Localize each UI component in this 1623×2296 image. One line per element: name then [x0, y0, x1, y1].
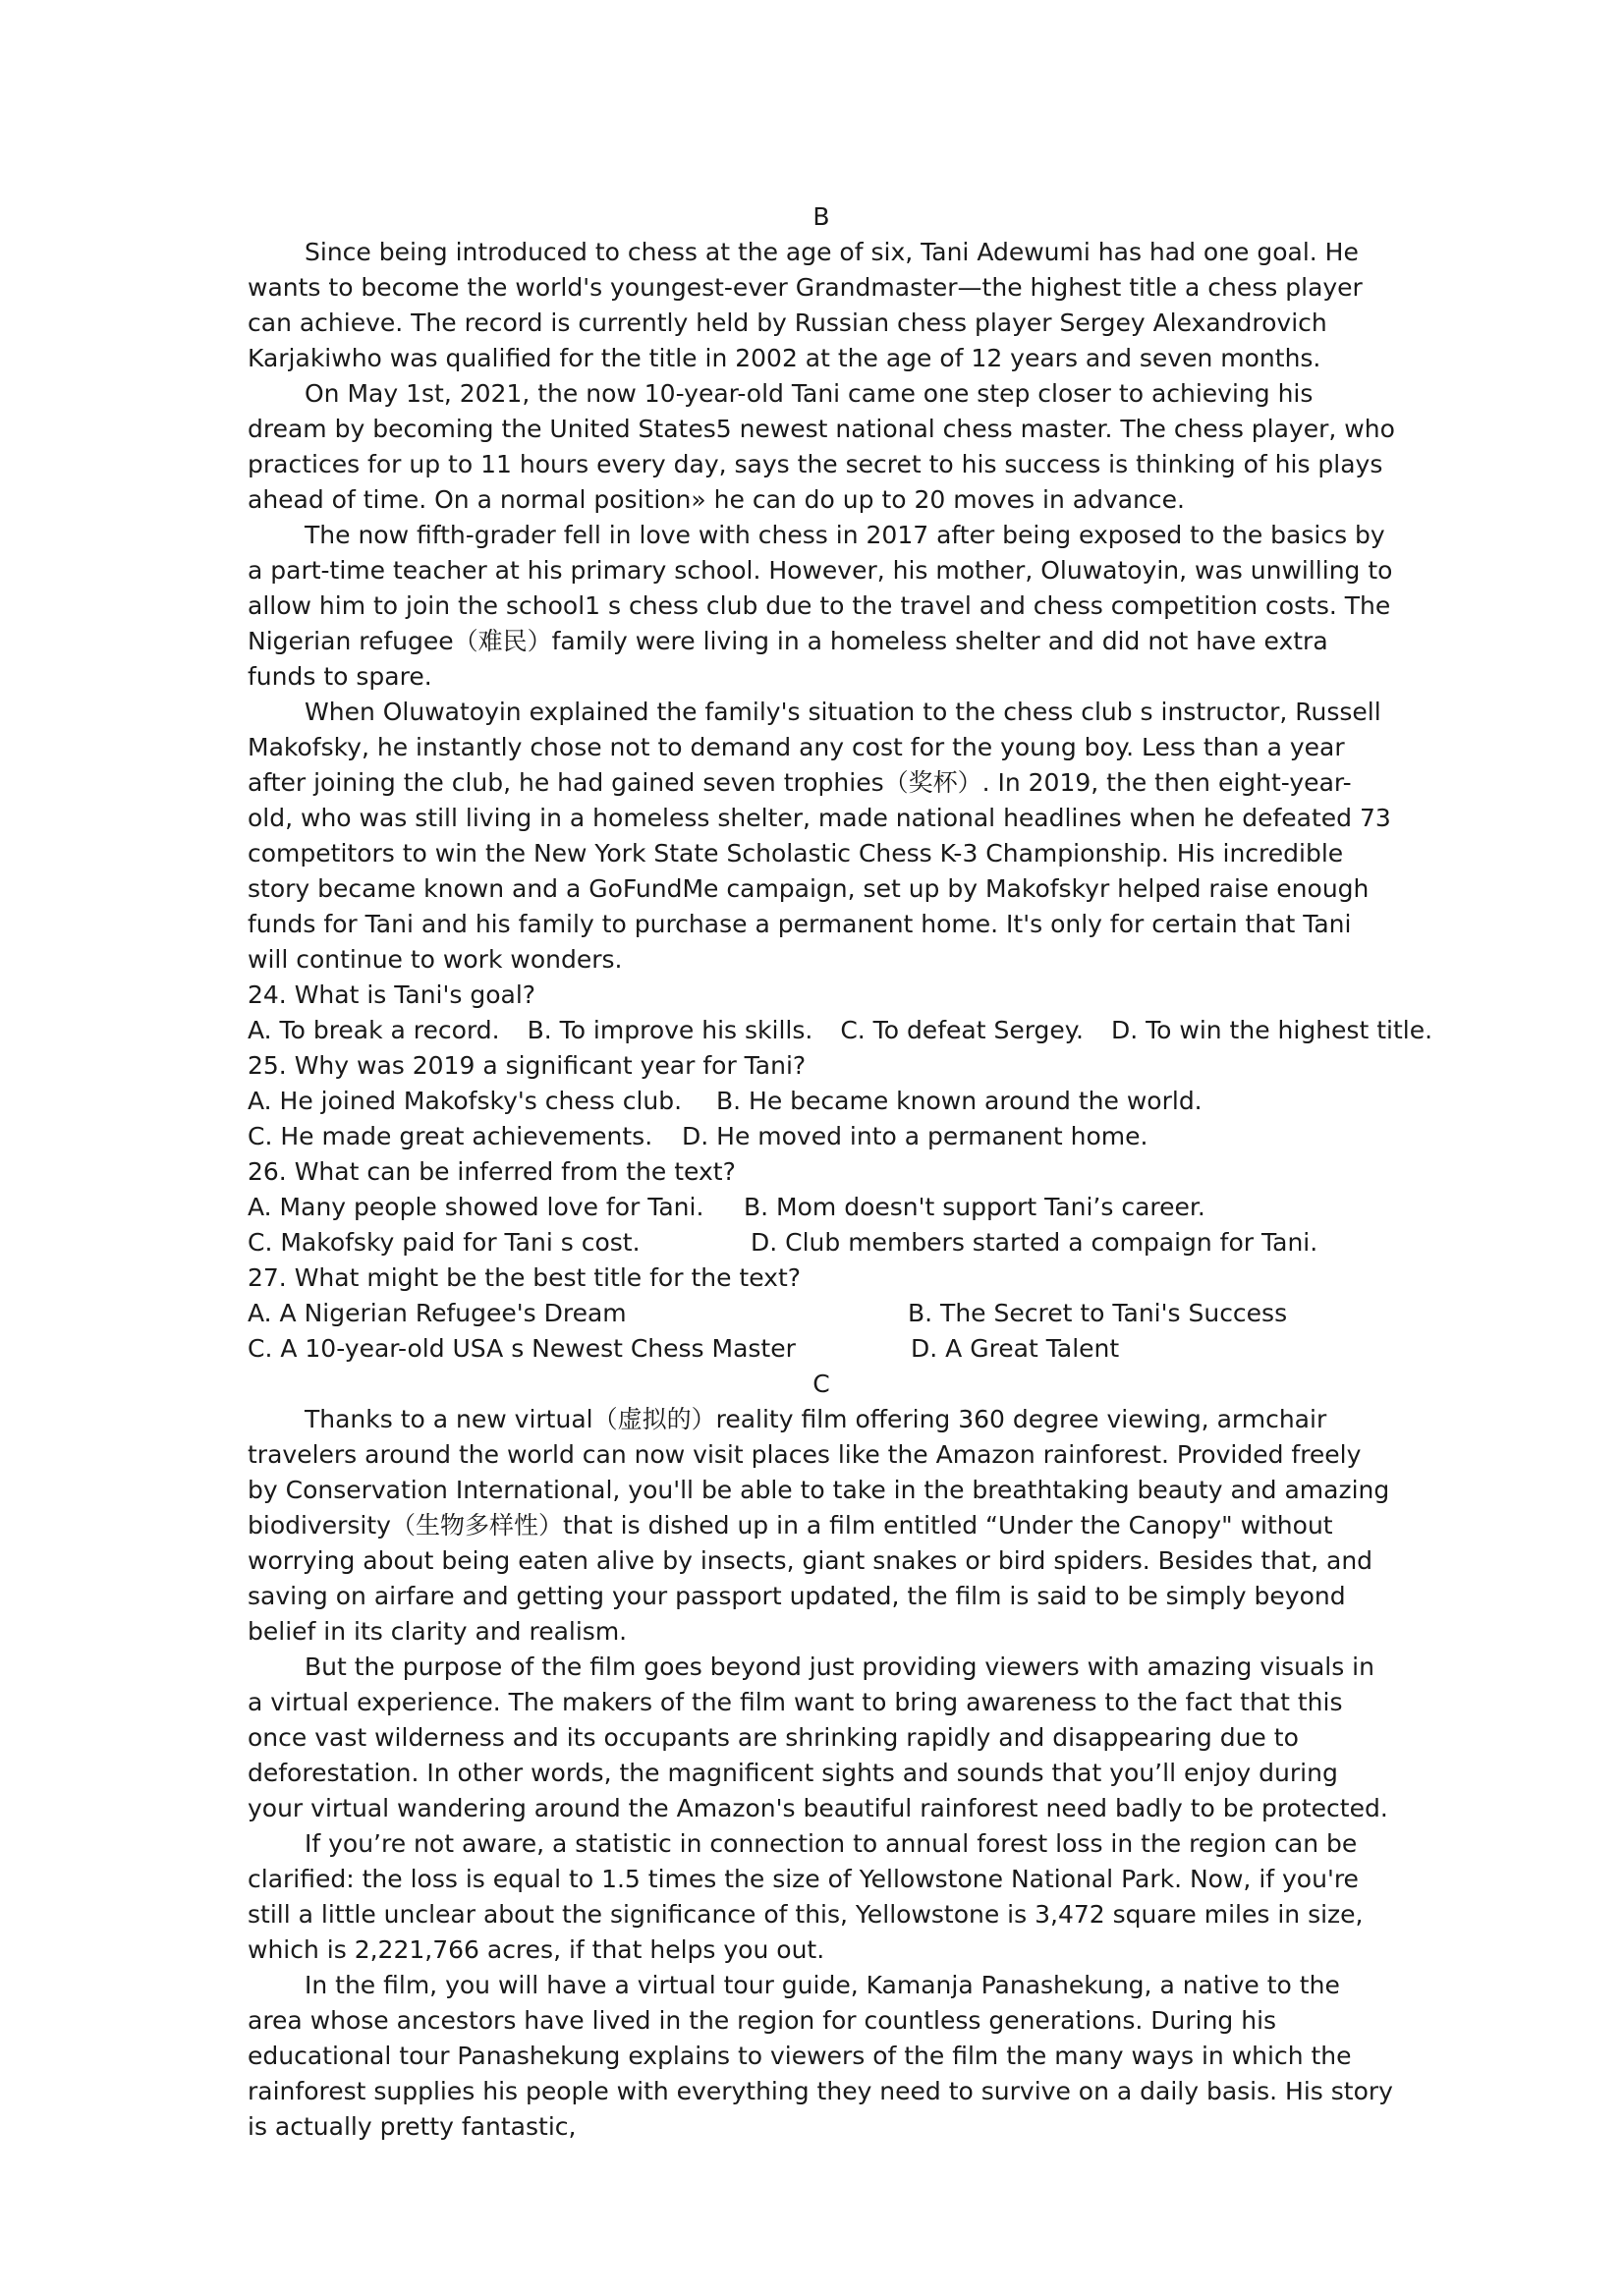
question-25-option-c: C. He made great achievements.	[248, 1122, 653, 1150]
question-27-options-row-2	[248, 1331, 1395, 1367]
question-27-options-row-1	[248, 1296, 1395, 1331]
section-c-heading: C	[812, 1370, 830, 1398]
section-b-paragraph-1: Since being introduced to chess at the age of six, Tani Adewumi has had one goal. He wants to become the world's youngest-ever Grandmaster—the highest title a chess player can achieve. The record is currently held by Russian chess player Sergey Alexandrovich Karjakiwho was qualified for the title in 2002 at the age of 12 years and seven months.	[248, 238, 1363, 372]
question-27-option-b: B. The Secret to Tani's Success	[908, 1299, 1288, 1327]
question-27-stem: 27. What might be the best title for the text?	[248, 1263, 802, 1292]
question-24-stem: 24. What is Tani's goal?	[248, 980, 536, 1009]
section-c-paragraph-1: Thanks to a new virtual（虚拟的）reality film offering 360 degree viewing, armchair travelers around the world can now visit places like the Amazon rainforest. Provided freely by Conservation International, you'll be able to take in the breathtaking beauty and amazing biodiversity（生物多样性）that is dished up in a film entitled “Under the Canopy" without worrying about being eaten alive by insects, giant snakes or bird spiders. Besides that, and saving on airfare and getting your passport updated, the film is said to be simply beyond belief in its clarity and realism.	[248, 1405, 1390, 1646]
question-27-option-c: C. A 10-year-old USA s Newest Chess Master	[248, 1334, 796, 1363]
section-b-heading: B	[812, 202, 830, 231]
document-page	[248, 199, 1433, 2145]
question-25-options-row-2	[248, 1119, 1395, 1154]
section-b-paragraph-4: When Oluwatoyin explained the family's situation to the chess club s instructor, Russell Makofsky, he instantly chose not to demand any cost for the young boy. Less than a year after joining the club, he had gained seven trophies（奖杯）. In 2019, the then eight-year-old, who was still living in a homeless shelter, made national headlines when he defeated 73 competitors to win the New York State Scholastic Chess K-3 Championship. His incredible story became known and a GoFundMe campaign, set up by Makofskyr helped raise enough funds for Tani and his family to purchase a permanent home. It's only for certain that Tani will continue to work wonders.	[248, 698, 1391, 974]
question-26-options-row-1	[248, 1190, 1395, 1225]
question-26-option-d: D. Club members started a compaign for Tani.	[751, 1228, 1318, 1257]
question-24-options	[248, 1013, 1433, 1048]
question-27-option-d: D. A Great Talent	[911, 1334, 1120, 1363]
question-25-option-a: A. He joined Makofsky's chess club.	[248, 1087, 683, 1115]
question-25-options-row-1	[248, 1084, 1395, 1119]
question-26-options-row-2	[248, 1225, 1395, 1260]
section-b-paragraph-2: On May 1st, 2021, the now 10-year-old Tani came one step closer to achieving his dream by becoming the United States5 newest national chess master. The chess player, who practices for up to 11 hours every day, says the secret to his success is thinking of his plays ahead of time. On a normal position» he can do up to 20 moves in advance.	[248, 379, 1395, 514]
question-25-stem: 25. Why was 2019 a significant year for Tani?	[248, 1051, 807, 1080]
question-24-option-b: B. To improve his skills.	[527, 1016, 813, 1044]
question-26-option-a: A. Many people showed love for Tani.	[248, 1193, 704, 1221]
question-27-option-a: A. A Nigerian Refugee's Dream	[248, 1299, 627, 1327]
question-25-option-d: D. He moved into a permanent home.	[682, 1122, 1148, 1150]
question-24-option-a: A. To break a record.	[248, 1016, 500, 1044]
question-24-option-c: C. To defeat Sergey.	[840, 1016, 1084, 1044]
section-b-paragraph-3: The now fifth-grader fell in love with chess in 2017 after being exposed to the basics by a part-time teacher at his primary school. However, his mother, Oluwatoyin, was unwilling to allow him to join the school1 s chess club due to the travel and chess competition costs. The Nigerian refugee（难民）family were living in a homeless shelter and did not have extra funds to spare.	[248, 521, 1393, 691]
question-26-option-c: C. Makofsky paid for Tani s cost.	[248, 1228, 641, 1257]
section-c-paragraph-3: If you’re not aware, a statistic in connection to annual forest loss in the region can be clarified: the loss is equal to 1.5 times the size of Yellowstone National Park. Now, if you're still a little unclear about the significance of this, Yellowstone is 3,472 square miles in size, which is 2,221,766 acres, if that helps you out.	[248, 1829, 1364, 1964]
section-c-paragraph-2: But the purpose of the film goes beyond just providing viewers with amazing visuals in a virtual experience. The makers of the film want to bring awareness to the fact that this once vast wilderness and its occupants are shrinking rapidly and disappearing due to deforestation. In other words, the magnificent sights and sounds that you’ll enjoy during your virtual wandering around the Amazon's beautiful rainforest need badly to be protected.	[248, 1652, 1388, 1822]
question-26-stem: 26. What can be inferred from the text?	[248, 1157, 736, 1186]
question-25-option-b: B. He became known around the world.	[716, 1087, 1203, 1115]
question-26-option-b: B. Mom doesn't support Tani’s career.	[744, 1193, 1205, 1221]
question-24-option-d: D. To win the highest title.	[1110, 1016, 1433, 1044]
section-c-paragraph-4: In the film, you will have a virtual tour guide, Kamanja Panashekung, a native to the area whose ancestors have lived in the region for countless generations. During his educational tour Panashekung explains to viewers of the film the many ways in which the rainforest supplies his people with everything they need to survive on a daily basis. His story is actually pretty fantastic,	[248, 1971, 1393, 2141]
